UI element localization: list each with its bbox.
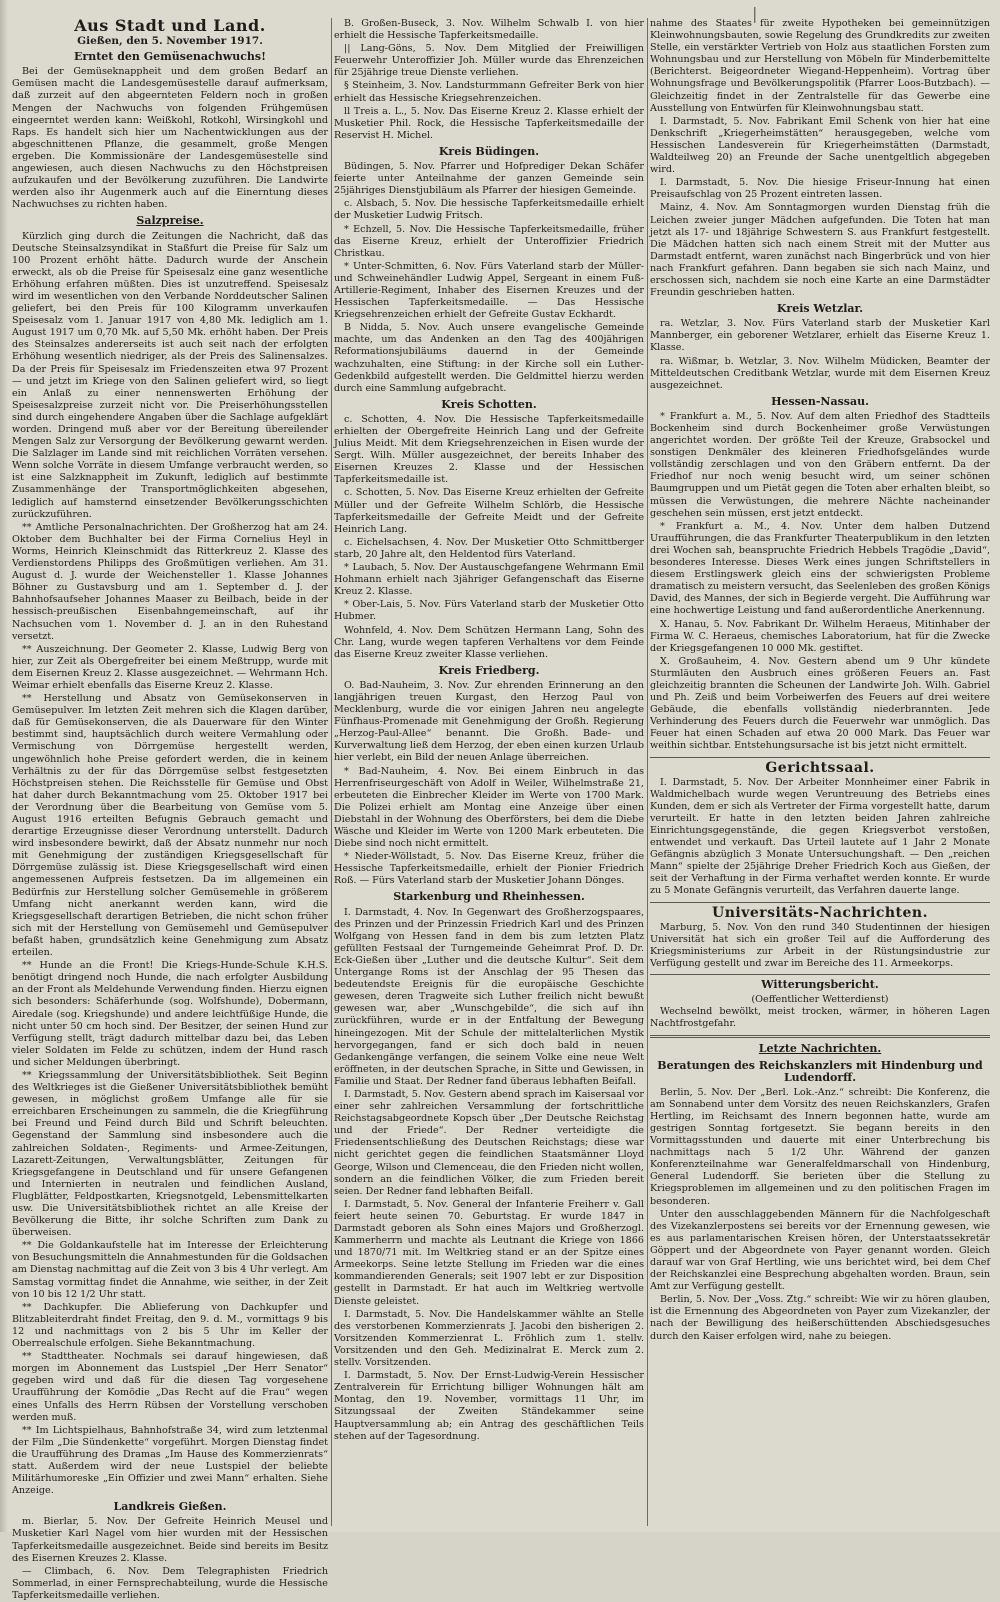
news-item: ra. Wetzlar, 3. Nov. Fürs Vaterland starb der Musketier Karl Mannberger, ein geborener Wetzlarer, erhielt das Eiserne Kreuz 1. Klasse.: [650, 318, 990, 354]
section-title-kreis-friedberg: Kreis Friedberg.: [438, 663, 540, 677]
news-item: ** Kriegssammlung der Universitätsbibliothek. Seit Beginn des Weltkrieges ist die Gießener Universitätsbibliothek bemüht gewesen, in möglichst großem Umfange alle für sie erreichbaren Erscheinungen zu sammeln, die die Kriegführung bei Freund und Feind durch Bild und Schrift beleuchten. Gegenstand der Sammlung sind insbesondere auch die zahlreichen Soldaten-, Regiments- und Armee-Zeitungen, Lazarett-Zeitungen, Verwaltungsblätter, Zeitungen für Kriegsgefangene in Deutschland und für unsere Gefangenen und Internierten in neutralen und feindlichen Ausland, Flugblätter, Feldpostkarten, Kriegsnotgeld, Lebensmittelkarten usw. Die Universitätsbibliothek richtet an alle Kreise der Bevölkerung die Bitte, ihr solche Schriften zum Dank zu überweisen.: [12, 1069, 328, 1239]
news-item: I. Darmstadt, 5. Nov. Die Handelskammer wählte an Stelle des verstorbenen Kommerzienrats J. Jacobi den bisherigen 2. Vorsitzenden Kommerzienrat L. Fröhlich zum 1. stellv. Vorsitzenden und den Geh. Medizinalrat E. Merck zum 2. stellv. Vorsitzenden.: [334, 1308, 644, 1369]
article-paragraph: Kürzlich ging durch die Zeitungen die Nachricht, daß das Deutsche Steinsalzsyndikat in Staßfurt die Preise für Salz um 100 Prozent erhöht hätte. Dadurch wurde der Anschein erweckt, als ob die Preise für Speisesalz eine ganz wesentliche Erhöhung erfahren müßten. Dies ist unzutreffend. Speisesalz wird im wesentlichen von den Verbande Norddeutscher Salinen geliefert, bei den Preis für 100 Kilogramm unverkaufen Speisesalz vom 1. Januar 1917 von 4,80 Mk. lediglich am 1. August 1917 um 0,70 Mk. auf 5,50 Mk. erhöht haben. Der Preis des Steinsalzes andererseits ist auch seit nach der erfolgten Erhöhung wesentlich niedriger, als der Preis des Salinensalzes. Da der Preis für Speisesalz im Friedenszeiten etwa 97 Prozent — und jetzt im Kriege von den Salinen geliefert wird, so liegt ein Anlaß zu einer nennenswerten Erhöhung der Speisesalzpreise zurzeit nicht vor. Die Preiserhöhungsstellen sind durch eingehendere Angaben über die Sachlage aufgeklärt worden. Dringend muß aber vor der Bereitung übereilender Mengen Salz zur Versorgung der Bevölkerung gewarnt werden. Die Salzlager im Lande sind mit reichlichen Vorräten versehen. Wenn solche Vorräte in diesem Umfange verbraucht werden, so ist eine Salzknappheit im Zukunft, lediglich auf bestimmte Zusammenhänge der Transportmöglichkeiten abgesehen, lediglich auf hamsternd einsetzender Bevölkerungsschichten zurückzuführen.: [12, 230, 328, 520]
weather-report: Wechselnd bewölkt, meist trocken, wärmer, in höheren Lagen Nachtfrostgefahr.: [650, 1006, 990, 1030]
divider: [650, 1035, 990, 1038]
section-title-landkreis-giessen: Landkreis Gießen.: [113, 1500, 227, 1514]
news-item: * Unter-Schmitten, 6. Nov. Fürs Vaterland starb der Müller- und Schweinehändler Ludwig Appel, Sergeant in einem Fuß-Artillerie-Regiment, Inhaber des Eisernen Kreuzes und der Hessischen Tapferkeitsmedaille. — Das Hessische Kriegsehrenzeichen erhielt der Gefreite Gustav Eckhardt.: [334, 260, 644, 321]
news-item: * Ober-Lais, 5. Nov. Fürs Vaterland starb der Musketier Otto Hubmer.: [334, 599, 644, 623]
news-item: ** Die Goldankaufstelle hat im Interesse der Erleichterung von Besuchungsmitteln die Annahmestunden für die Goldsachen am Dienstag nachmittag auf die Zeit von 3 bis 4 Uhr verlegt. Am Samstag vormittag findet die Annahme, wie seither, in der Zeit von 10 bis 12 1/2 Uhr statt.: [12, 1240, 328, 1300]
news-item: nahme des Staates für zweite Hypotheken bei gemeinnützigen Kleinwohnungsbauten, sowie Regelung des Grundkredits zur zweiten Stelle, ein verstärkter Vertrieb von Holz aus staatlichen Forsten zum Wohnungsbau und zur Herstellung von Möbeln für Minderbemittelte (Berichterst. Beigeordneter Wiegand-Heppenheim). Vortrag über Wohnungsfrage und Bevölkerungspolitik (Pfarrer Loos-Butzbach). — Gleichzeitig findet in der Zentralstelle für das Gewerbe eine Ausstellung von Entwürfen für Kleinwohnungsbau statt.: [650, 18, 990, 114]
scan-edge: [0, 0, 8, 1532]
news-item: X. Großauheim, 4. Nov. Gestern abend um 9 Uhr kündete Sturmläuten den Ausbruch eines größeren Feuers an. Fast gleichzeitig brannten die Scheunen der Landwirte Joh. Wilh. Gabriel und Ph. Zeiß und beim Vorbeiwerfen des Feuers auf drei weitere Gebäude, die ebenfalls vollständig niederbrannten. Jede Verhinderung des Feuers durch die Feuerwehr war unmöglich. Das Feuer hat einen Schaden auf etwa 20 000 Mark. Das Feuer war weithin sichtbar. Entstehungsursache ist bis jetzt nicht ermittelt.: [650, 655, 990, 752]
divider: [650, 974, 990, 975]
news-item: * Nieder-Wöllstadt, 5. Nov. Das Eiserne Kreuz, früher die Hessische Tapferkeitsmedaille, erhielt der Pionier Friedrich Roß. — Fürs Vaterland starb der Musketier Johann Dönges.: [334, 851, 644, 887]
column-1: [12, 16, 328, 1601]
news-item: I. Darmstadt, 5. Nov. Der Arbeiter Monnheimer einer Fabrik in Waldmichelbach wurde wegen Veruntreuung des Betriebs eines Kunden, dem er sich als Vertreter der Firma vorgestellt hatte, darum verurteilt. Er hatte in den letzten beiden Jahren zahlreiche Einrichtungsgegenstände, die gegen Kriegsverbot verstoßen, entwendet und verkauft. Das Urteil lautete auf 1 Jahr 2 Monate Gefängnis abzüglich 3 Monate Untersuchungshaft. — Den „reichen Mann“ spielte der 25jährige Dreher Friedrich Koch aus Gießen, der seit der Verhaftung in der Firma verhaftet werden konnte. Er wurde zu 5 Monate Gefängnis verurteilt, das Verfahren dauerte lange.: [650, 776, 990, 897]
news-item: Mainz, 4. Nov. Am Sonntagmorgen wurden Dienstag früh die Leichen zweier junger Mädchen aufgefunden. Die Toten hat man jetzt als 17- und 18jährige Schwestern S. aus Frankfurt festgestellt. Die Mädchen hatten sich nach einem Streit mit der Mutter aus Darmstadt entfernt, waren zunächst nach Bingerbrück und von hier nach Frankfurt gefahren. Dann begaben sie sich nach Mainz, und erschossen sich, nachdem sie noch eine Karte an eine Darmstädter Freundin geschrieben hatten.: [650, 202, 990, 299]
news-item: * Frankfurt a. M., 5. Nov. Auf dem alten Friedhof des Stadtteils Bockenheim sind durch Bockenheimer große Verwüstungen angerichtet worden. Der größte Teil der Kreuze, Grabsockel und sonstigen Denkmäler des kleineren Friedhofsgeländes wurde vollständig zerschlagen und von den Gräbern entfernt. Da der Friedhof nur noch wenig besucht wird, um seiner schönen Baumgruppen und um Pietät gegen die Toten aber erhalten bleibt, so müssen die Verwüstungen, die mehrere Nächte nacheinander geschehen sein müssen, erst jetzt entdeckt.: [650, 410, 990, 519]
news-item: O. Bad-Nauheim, 3. Nov. Zur ehrenden Erinnerung an den langjährigen treuen Kurgast, den Herzog Paul von Mecklenburg, wurde die vor einigen Jahren neu angelegte Fünfhaus-Promenade mit Genehmigung der Großh. Regierung „Herzog-Paul-Allee“ benannt. Die Großh. Bade- und Kurverwaltung ließ dem Herzog, der eben einen kurzen Urlaub hier verlebt, ein Bild der neuen Anlage überreichen.: [334, 679, 644, 764]
section-title-starkenburg-rheinhessen: Starkenburg und Rheinhessen.: [393, 890, 585, 904]
news-item: B Nidda, 5. Nov. Auch unsere evangelische Gemeinde machte, um das Andenken an den Tag des 400jährigen Reformationsjubiläums dauernd in der Gemeinde wachzuhalten, eine Stiftung: in der Kirche soll ein Luther-Gedenkbild aufgestellt werden. Die Geldmittel hierzu werden durch eine Sammlung aufgebracht.: [334, 322, 644, 394]
news-item: * Echzell, 5. Nov. Die Hessische Tapferkeitsmedaille, früher das Eiserne Kreuz, erhielt der Unteroffizier Friedrich Christkau.: [334, 223, 644, 259]
news-item: I. Darmstadt, 5. Nov. Der Ernst-Ludwig-Verein Hessischer Zentralverein für Errichtung billiger Wohnungen hält am Montag, den 19. November, vormittags 11 Uhr, im Sitzungssaal der Zweiten Ständekammer seine Hauptversammlung ab; ein Antrag des geschäftlichen Teils stehen auf der Tagesordnung.: [334, 1370, 644, 1442]
section-heading-gerichtssaal: Gerichtssaal.: [765, 759, 875, 776]
news-item: ** Dachkupfer. Die Ablieferung von Dachkupfer und Blitzableiterdraht findet Freitag, den 9. d. M., vormittags 9 bis 12 und nachmittags von 2 bis 5 Uhr im Keller der Oberrealschule erfolgen. Siehe Bekanntmachung.: [12, 1301, 328, 1350]
news-item: B. Großen-Buseck, 3. Nov. Wilhelm Schwalb I. von hier erhielt die Hessische Tapferkeitsmedaille.: [334, 18, 644, 42]
news-item: § Steinheim, 3. Nov. Landsturmmann Gefreiter Berk von hier erhielt das Hessische Kriegsehrenzeichen.: [334, 80, 644, 104]
news-item: c. Eichelsachsen, 4. Nov. Der Musketier Otto Schmittberger starb, 20 Jahre alt, den Heldentod fürs Vaterland.: [334, 536, 644, 560]
section-heading-aus-stadt-und-land: Aus Stadt und Land.: [74, 16, 266, 35]
news-item: Berlin, 5. Nov. Der „Voss. Ztg.“ schreibt: Wie wir zu hören glauben, ist die Ernennung des Abgeordneten von Payer zum Vizekanzler, der nach der Bewilligung des heißerschüttenden Abschiedsgesuches durch den Kaiser erfolgen wird, nahe zu beiegen.: [650, 1294, 990, 1342]
article-paragraph: Bei der Gemüseknappheit und dem großen Bedarf an Gemüsen macht die Landesgemüsestelle darauf aufmerksam, daß zurzeit auf den abgeernteten Feldern noch in großen Mengen der Nachwuchs von folgenden Frühgemüsen eingeerntet werden kann: Weißkohl, Rotkohl, Wirsingkohl und Raps. Es handelt sich hier um Nachentwicklungen aus der abgeschnittenen Pflanze, die gesammelt, große Mengen ergeben. Die Kommissionäre der Landesgemüsestelle sind angewiesen, auch diesen Nachwuchs zu den Höchstpreisen aufzukaufen und der Bevölkerung zuzuführen. Die Landwirte werden also ihr Augenmerk auch auf die Einerntung dieses Nachwuchses zu richten haben.: [12, 66, 328, 211]
news-item: c. Schotten, 4. Nov. Die Hessische Tapferkeitsmedaille erhielten der Obergefreite Heinrich Lang und der Gefreite Julius Meidt. Mit dem Kriegsehrenzeichen in Eisen wurde der Sergt. Wilh. Müller ausgezeichnet, der bereits Inhaber des Eisernen Kreuzes 2. Klasse und der Hessischen Tapferkeitsmedaille ist.: [334, 413, 644, 486]
news-item: c. Schotten, 5. Nov. Das Eiserne Kreuz erhielten der Gefreite Müller und der Gefreite Wilhelm Schlörb, die Hessische Tapferkeitsmedaille der Gefreite Meidt und der Gefreite Heinrich Lang.: [334, 487, 644, 535]
column-rule-2: [647, 18, 648, 1526]
news-item: Marburg, 5. Nov. Von den rund 340 Studentinnen der hiesigen Universität hat sich ein großer Teil auf die Aufforderung des Kriegsministeriums zur Arbeit in der Rüstungsindustrie zur Verfügung gestellt und zwar im Bereiche des 11. Armeekorps.: [650, 921, 990, 969]
page-mark: |: [752, 4, 758, 23]
news-item: || Lang-Göns, 5. Nov. Dem Mitglied der Freiwilligen Feuerwehr Unteroffizier Joh. Müller wurde das Ehrenzeichen für 25jährige treue Dienste verliehen.: [334, 43, 644, 79]
news-item: ** Im Lichtspielhaus, Bahnhofstraße 34, wird zum letztenmal der Film „Die Sündenkette“ vorgeführt. Morgen Dienstag findet die Uraufführung des Dramas „Im Hause des Kommerzienrats“ statt. Außerdem wird der neue Lustspiel der beliebte Militärhumoreske „Ein Offizier und zwei Mann“ erhalten. Siehe Anzeige.: [12, 1424, 328, 1497]
news-item: ** Stadttheater. Nochmals sei darauf hingewiesen, daß morgen im Abonnement das Lustspiel „Der Herr Senator“ gegeben wird und daß für die diesen Tag vorgesehene Uraufführung der Komödie „Das Recht auf die Frau“ wegen eines Unfalls des Herrn Rübsen der Vorstellung verschoben werden muß.: [12, 1351, 328, 1423]
news-item: m. Bierlar, 5. Nov. Der Gefreite Heinrich Meusel und Musketier Karl Nagel vom hier wurden mit der Hessischen Tapferkeitsmedaille ausgezeichnet. Beide sind bereits im Besitz des Eisernen Kreuzes 2. Klasse.: [12, 1516, 328, 1564]
column-3: [650, 18, 990, 1526]
article-title-gemuesenachwuchs: Erntet den Gemüsenachwuchs!: [74, 50, 266, 64]
news-item: * Laubach, 5. Nov. Der Austauschgefangene Wehrmann Emil Hohmann erhielt nach 3jähriger Gefangenschaft das Eiserne Kreuz 2. Klasse.: [334, 562, 644, 598]
news-item: ll Treis a. L., 5. Nov. Das Eiserne Kreuz 2. Klasse erhielt der Musketier Phil. Rock, die Hessische Tapferkeitsmedaille der Reservist H. Michel.: [334, 105, 644, 141]
news-item: ra. Wißmar, b. Wetzlar, 3. Nov. Wilhelm Müdicken, Beamter der Mitteldeutschen Creditbank Wetzlar, wurde mit dem Eisernen Kreuz ausgezeichnet.: [650, 355, 990, 391]
news-item: I. Darmstadt, 5. Nov. Fabrikant Emil Schenk von hier hat eine Denkschrift „Kriegerheimstätten“ herausgegeben, welche vom Hessischen Landesverein für Kriegerheimstätten (Darmstadt, Waldteilweg 20) an Freunde der Sache unentgeltlich abgegeben wird.: [650, 115, 990, 176]
column-2: [334, 18, 644, 1526]
news-item: ** Herstellung und Absatz von Gemüsekonserven in Gemüsepulver. Im letzten Zeit mehren sich die Klagen darüber, daß für Gemüsekonserven, die als Dauerware für den Winter bestimmt sind, hauptsächlich durch weitere Vermahlung oder Vermischung von Dörrgemüse hergestellt werden, ungewöhnlich hohe Preise gefordert werden, die in keinem Verhältnis zu der für das Dörrgemüse selbst festgesetzten Höchstpreisen stehen. Die Reichsstelle für Gemüse und Obst hat daher durch Bekanntmachung vom 25. Oktober 1917 bei der Verordnung über die Bearbeitung von Gemüse vom 5. August 1916 erteilten Befugnis Gebrauch gemacht und derartige Erzeugnisse dieser Verordnung unterstellt. Dadurch wird insbesondere bewirkt, daß der Absatz nunmehr nur noch mit Genehmigung der zuständigen Kriegsgesellschaft für Dörrgemüse zulässig ist. Diese Kriegsgesellschaft wird einen angemessenen Aufpreis festsetzen. Da im allgemeinen ein Bedürfnis zur Herstellung solcher Gemüsemehle in größerem Umfang nicht anerkannt werden kann, wird die Kriegsgesellschaft derartigen Betrieben, die nicht schon früher sich mit der Herstellung von Gemüsemehl und Gemüsepulver befaßt haben, grundsätzlich keine Genehmigung zum Absatz erteilen.: [12, 693, 328, 959]
news-item: Berlin, 5. Nov. Der „Berl. Lok.-Anz.“ schreibt: Die Konferenz, die am Sonnabend unter dem Vorsitz des neuen Reichskanzlers, Grafen Hertling, im Reichsamt des Innern begonnen hatte, wurde am gestrigen Sonntag fortgesetzt. Sie begann bereits in den Vormittagsstunden und dauerte mit einer Unterbrechung bis nachmittags nach 5 1/2 Uhr. Während der ganzen Konferenzteilnahme war Generalfeldmarschall von Hindenburg, General Ludendorff. Sie berieten über die Stellung zu Kriegsproblemen im allgemeinen und zu den politischen Fragen im besonderen.: [650, 1086, 990, 1207]
section-title-kreis-schotten: Kreis Schotten.: [441, 397, 537, 411]
news-item: Unter den ausschlaggebenden Männern für die Nachfolgeschaft des Vizekanzlerpostens sei bereits vor der Ernennung gewesen, wie es aus parlamentarischen Kreisen hören, der Unterstaatssekretär Göppert und der Abgeordnete von Payer genannt worden. Gleich darauf war von Graf Hertling, wie uns berichtet wird, bei dem Chef der Reichskanzlei eine Besprechung abgehalten worden. Braun, sein Amt zur Verfügung gestellt.: [650, 1208, 990, 1293]
article-title-salzpreise: Salzpreise.: [136, 214, 204, 228]
section-title-kreis-wetzlar: Kreis Wetzlar.: [776, 302, 864, 316]
news-item: * Bad-Nauheim, 4. Nov. Bei einem Einbruch in das Herrenfriseurgeschäft von Adolf in Weiler, Wilhelmstraße 21, erbeuteten die Einbrecher Kleider im Werte von 1700 Mark. Die Polizei erhielt am Montag eine Anzeige über einen Diebstahl in der Wohnung des Oberförsters, bei dem die Diebe Wäsche und Kleider im Werte von 1200 Mark erbeuteten. Die Diebe sind noch nicht ermittelt.: [334, 765, 644, 850]
news-item: I. Darmstadt, 5. Nov. General der Infanterie Freiherr v. Gall feiert heute seinen 70. Geburtstag. Er wurde 1847 in Darmstadt geboren als Sohn eines Majors und Großherzogl. Kammerherrn und machte als Leutnant die Kriege von 1866 und 1870/71 mit. Im Weltkrieg stand er an der Spitze eines Armeekorps. Seine letzte Stellung im Frieden war die eines kommandierenden Generals; seit 1907 lebt er zur Disposition gestellt in Darmstadt. Er hat auch im Weltkrieg wertvolle Dienste geleistet.: [334, 1198, 644, 1307]
section-heading-witterungsbericht: Witterungsbericht.: [761, 978, 879, 992]
weather-subtitle: (Oeffentlicher Wetterdienst): [751, 994, 889, 1006]
divider: [650, 902, 990, 903]
news-item: I. Darmstadt, 5. Nov. Die hiesige Friseur-Innung hat einen Preisaufschlag von 25 Prozent eintreten lassen.: [650, 177, 990, 201]
column-rule-1: [331, 18, 332, 1526]
dateline: Gießen, den 5. November 1917.: [77, 35, 263, 48]
news-item: c. Alsbach, 5. Nov. Die hessische Tapferkeitsmedaille erhielt der Musketier Ludwig Fritsch.: [334, 198, 644, 222]
article-title-beratungen: Beratungen des Reichskanzlers mit Hindenburg und Ludendorff.: [657, 1058, 983, 1084]
news-item: ** Auszeichnung. Der Geometer 2. Klasse, Ludwig Berg von hier, zur Zeit als Obergefreiter bei einem Meßtrupp, wurde mit dem Eisernen Kreuz 2. Klasse ausgezeichnet. — Wehrmann Hch. Weimar erhielt ebenfalls das Eiserne Kreuz 2. Klasse.: [12, 643, 328, 691]
news-item: ** Amtliche Personalnachrichten. Der Großherzog hat am 24. Oktober dem Buchhalter bei der Firma Cornelius Heyl in Worms, Heinrich Kleinschmidt das Ritterkreuz 2. Klasse des Verdienstordens Philipps des Großmütigen verliehen. Am 31. August d. J. wurde der Weichensteller 1. Klasse Johannes Böhner zu Gustavsburg und am 1. September d. J. der Bahnhofsaufseher Johannes Maaser zu Beilbach, beide in der hessisch-preußischen Eisenbahngemeinschaft, auf ihr Nachsuchen vom 1. November d. J. an in den Ruhestand versetzt.: [12, 521, 328, 642]
section-heading-letzte-nachrichten: Letzte Nachrichten.: [758, 1042, 882, 1056]
section-title-kreis-buedingen: Kreis Büdingen.: [438, 144, 540, 158]
news-item: X. Hanau, 5. Nov. Fabrikant Dr. Wilhelm Heraeus, Mitinhaber der Firma W. C. Heraeus, chemisches Laboratorium, hat für die Zwecke der Kriegsgefangenen 10 000 Mk. gestiftet.: [650, 618, 990, 654]
divider: [650, 757, 990, 758]
section-heading-universitaets-nachrichten: Universitäts-Nachrichten.: [712, 904, 928, 921]
news-item: Wohnfeld, 4. Nov. Dem Schützen Hermann Lang, Sohn des Chr. Lang, wurde wegen tapferen Verhaltens vor dem Feinde das Eiserne Kreuz zweiter Klasse verliehen.: [334, 624, 644, 660]
news-item: — Climbach, 6. Nov. Dem Telegraphisten Friedrich Sommerlad, in einer Fernsprechabteilung, wurde die Hessische Tapferkeitsmedaille verliehen.: [12, 1565, 328, 1601]
news-item: I. Darmstadt, 4. Nov. In Gegenwart des Großherzogspaares, des Prinzen und der Prinzessin Friedrich Karl und des Prinzen Wolfgang von Hessen fand in dem bis zum letzten Platz gefüllten Festsaal der Turngemeinde Geheimrat Prof. D. Dr. Eck-Gießen über „Luther und die deutsche Kultur“. Seit dem Untergange Roms ist der Anschlag der 95 Thesen das bedeutendste Ereignis für die europäische Geschichte gewesen, deren Tragweite sich Luther freilich nicht bewußt gewesen war, aber „Wunschgebilde“, die sich auf ihn zurückführen, wurde er in der Entfaltung der Bewegung hineingezogen. Mit der Schule der mittelalterlichen Mystik hervorgegangen, fand er sich doch bald in neuen Gedankengänge verfangen, die seinem Volke eine neue Welt eröffneten, in der deutschen Sprache, in Sitte und Gewissen, in Familie und Staat. Der Redner fand überaus lebhaften Beifall.: [334, 906, 644, 1087]
news-item: ** Hunde an die Front! Die Kriegs-Hunde-Schule K.H.S. benötigt dringend noch Hunde, die nach erfolgter Ausbildung an der Front als Meldehunde Verwendung finden. Hierzu eignen sich besonders: Schäferhunde (sog. Wolfshunde), Dobermann, Airedale (sog. Kriegshunde) und andere leichtfüßige Hunde, die nicht unter 50 cm hoch sind. Der Besitzer, der seinen Hund zur Verfügung stellt, trägt dadurch mittelbar dazu bei, das Leben vieler Soldaten im Felde zu schützen, indem der Hund rasch und sicher Meldungen überbringt.: [12, 960, 328, 1068]
news-item: Büdingen, 5. Nov. Pfarrer und Hofprediger Dekan Schäfer feierte unter Anteilnahme der ganzen Gemeinde sein 25jähriges Dienstjubiläum als Pfarrer der hiesigen Gemeinde.: [334, 161, 644, 197]
news-item: I. Darmstadt, 5. Nov. Gestern abend sprach im Kaisersaal vor einer sehr zahlreichen Versammlung der fortschrittliche Reichstagsabgeordnete Kopsch über „Der Deutsche Reichstag und der Friede“. Der Redner verteidigte die Friedensentschließung des Deutschen Reichstags; diese war nicht gerichtet gegen die feindlichen Staatsmänner Lloyd George, Wilson und Clemenceau, die den Frieden nicht wollen, sondern an die feindlichen Völker, die zum Frieden bereit seien. Der Redner fand lebhaften Beifall.: [334, 1088, 644, 1197]
section-title-hessen-nassau: Hessen-Nassau.: [771, 394, 869, 408]
news-item: * Frankfurt a. M., 4. Nov. Unter dem halben Dutzend Uraufführungen, die das Frankfurter Theaterpublikum in den letzten drei Wochen sah, beanspruchte Friedrich Hebbels Tragödie „David“, besonderes Interesse. Dieses Werk eines jungen Schriftstellers in diesem Erstlingswerk gleich eins der schwierigsten Probleme dramatisch zu meistern versucht, das Seelenleben des großen Königs David, des Mannes, der sich in Begierde vergeht. Die Aufführung war eine hochwertige Leistung und fand außerordentliche Anerkennung.: [650, 520, 991, 617]
